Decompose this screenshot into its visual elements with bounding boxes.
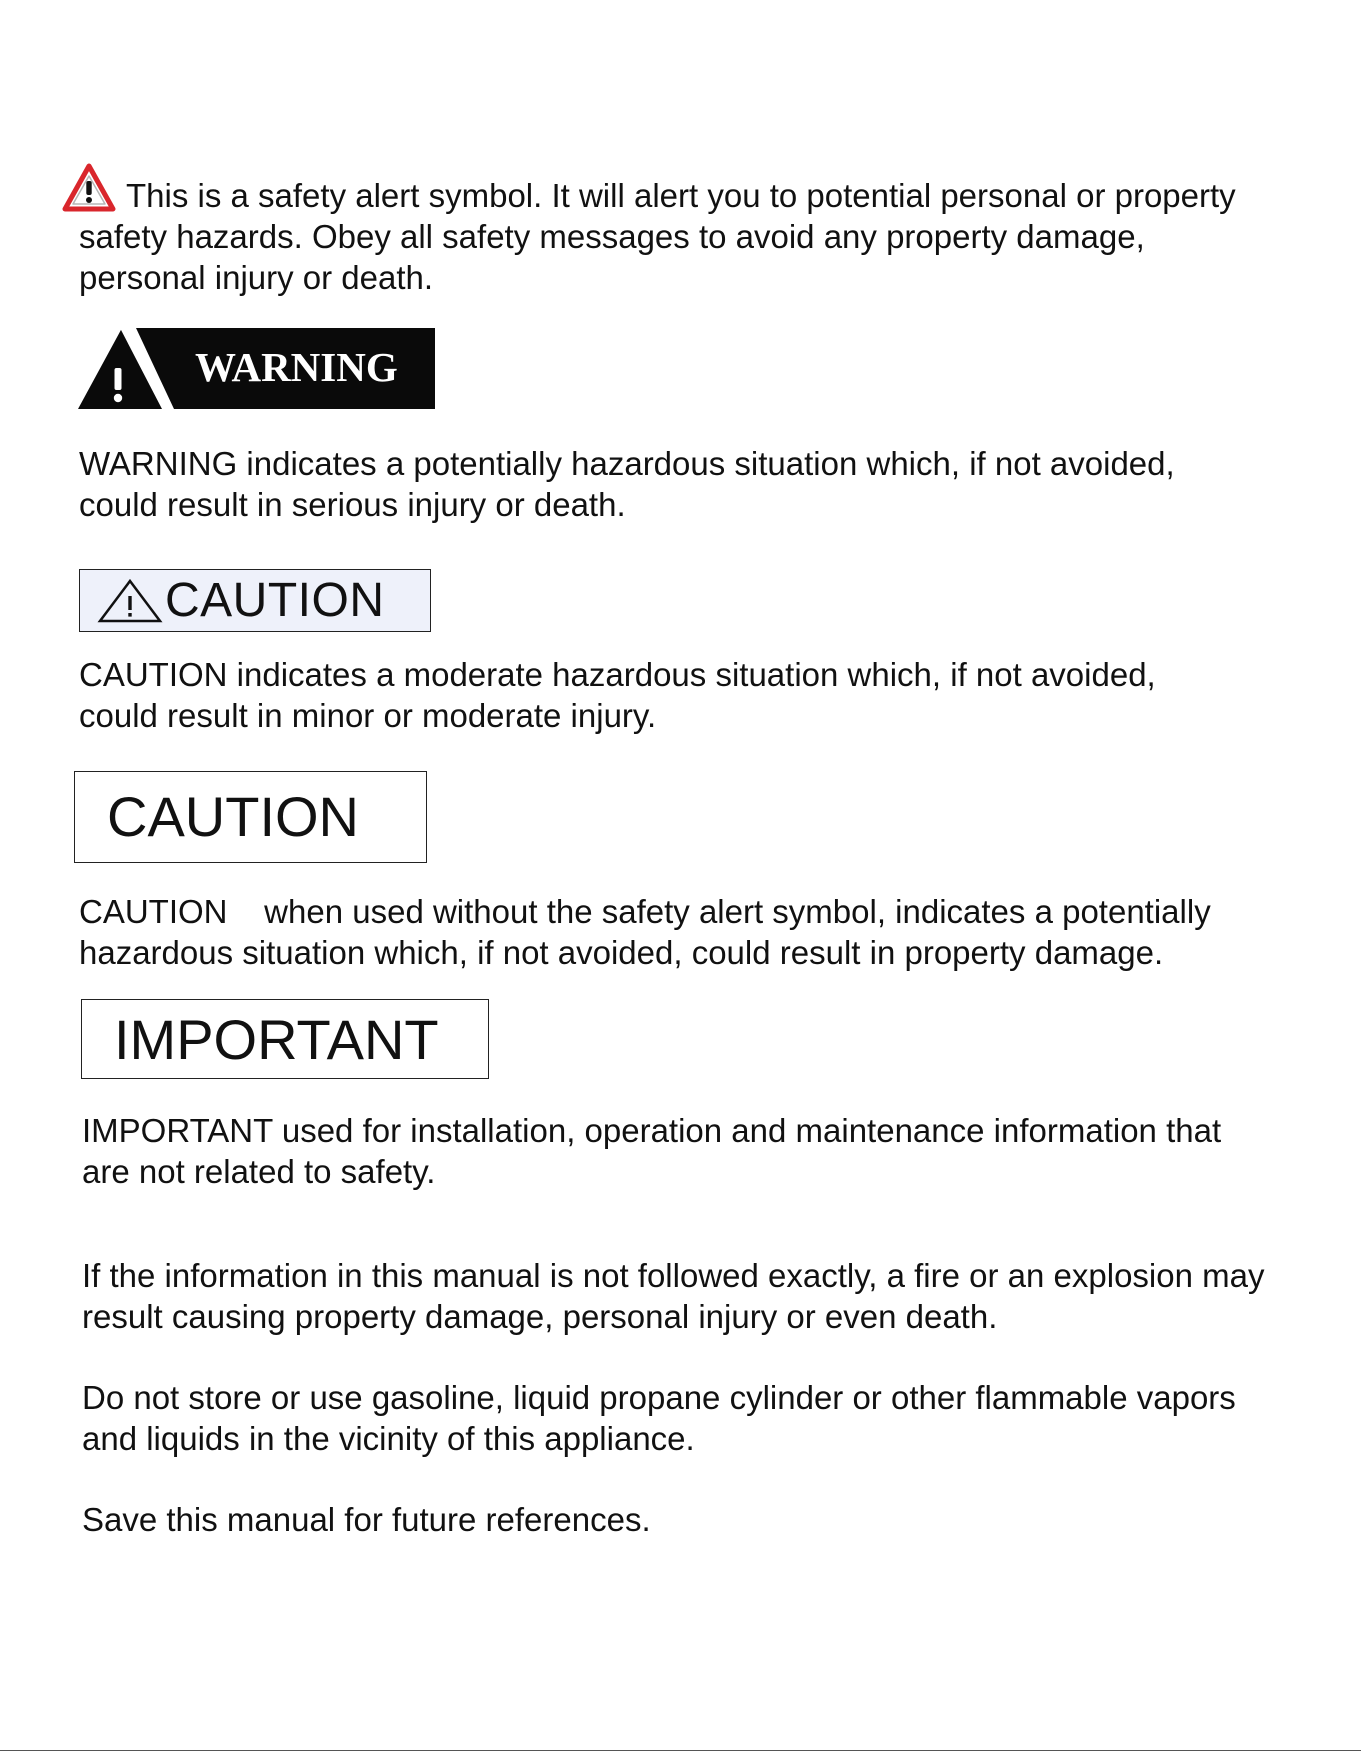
intro-paragraph: safety hazards. Obey all safety messages to avoid any property damage, personal injury or death. — [79, 218, 1145, 296]
caution-symbol-label — [79, 569, 431, 632]
warning-description: WARNING indicates a potentially hazardous situation which, if not avoided, could result in serious injury or death. — [79, 445, 1175, 523]
save-manual-note: Save this manual for future references. — [82, 1501, 651, 1538]
important-label — [81, 999, 489, 1079]
caution-symbol-description: CAUTION indicates a moderate hazardous situation which, if not avoided, could result in minor or moderate injury. — [79, 656, 1156, 734]
important-description: IMPORTANT used for installation, operation and maintenance information that are not related to safety. — [82, 1112, 1222, 1190]
caution-plain-label-text: CAUTION — [107, 785, 359, 848]
bottom-rule — [0, 1750, 1361, 1751]
caution-symbol-label-text: CAUTION — [165, 573, 385, 627]
fire-warning-note: If the information in this manual is not followed exactly, a fire or an explosion may result causing property damage, personal injury or even death. — [82, 1257, 1265, 1335]
gasoline-note: Do not store or use gasoline, liquid propane cylinder or other flammable vapors and liquids in the vicinity of this appliance. — [82, 1379, 1236, 1457]
safety-alert-icon — [62, 163, 116, 213]
caution-plain-label — [74, 771, 427, 863]
important-label-text: IMPORTANT — [114, 1008, 439, 1071]
warning-label-text: WARNING — [195, 344, 398, 390]
caution-triangle-icon — [97, 578, 163, 624]
caution-plain-description: CAUTION when used without the safety alert symbol, indicates a potentially hazardous situation which, if not avoided, could result in property damage. — [79, 893, 1211, 971]
warning-label — [78, 328, 435, 409]
intro-line: This is a safety alert symbol. It will alert you to potential personal or property — [126, 177, 1236, 214]
